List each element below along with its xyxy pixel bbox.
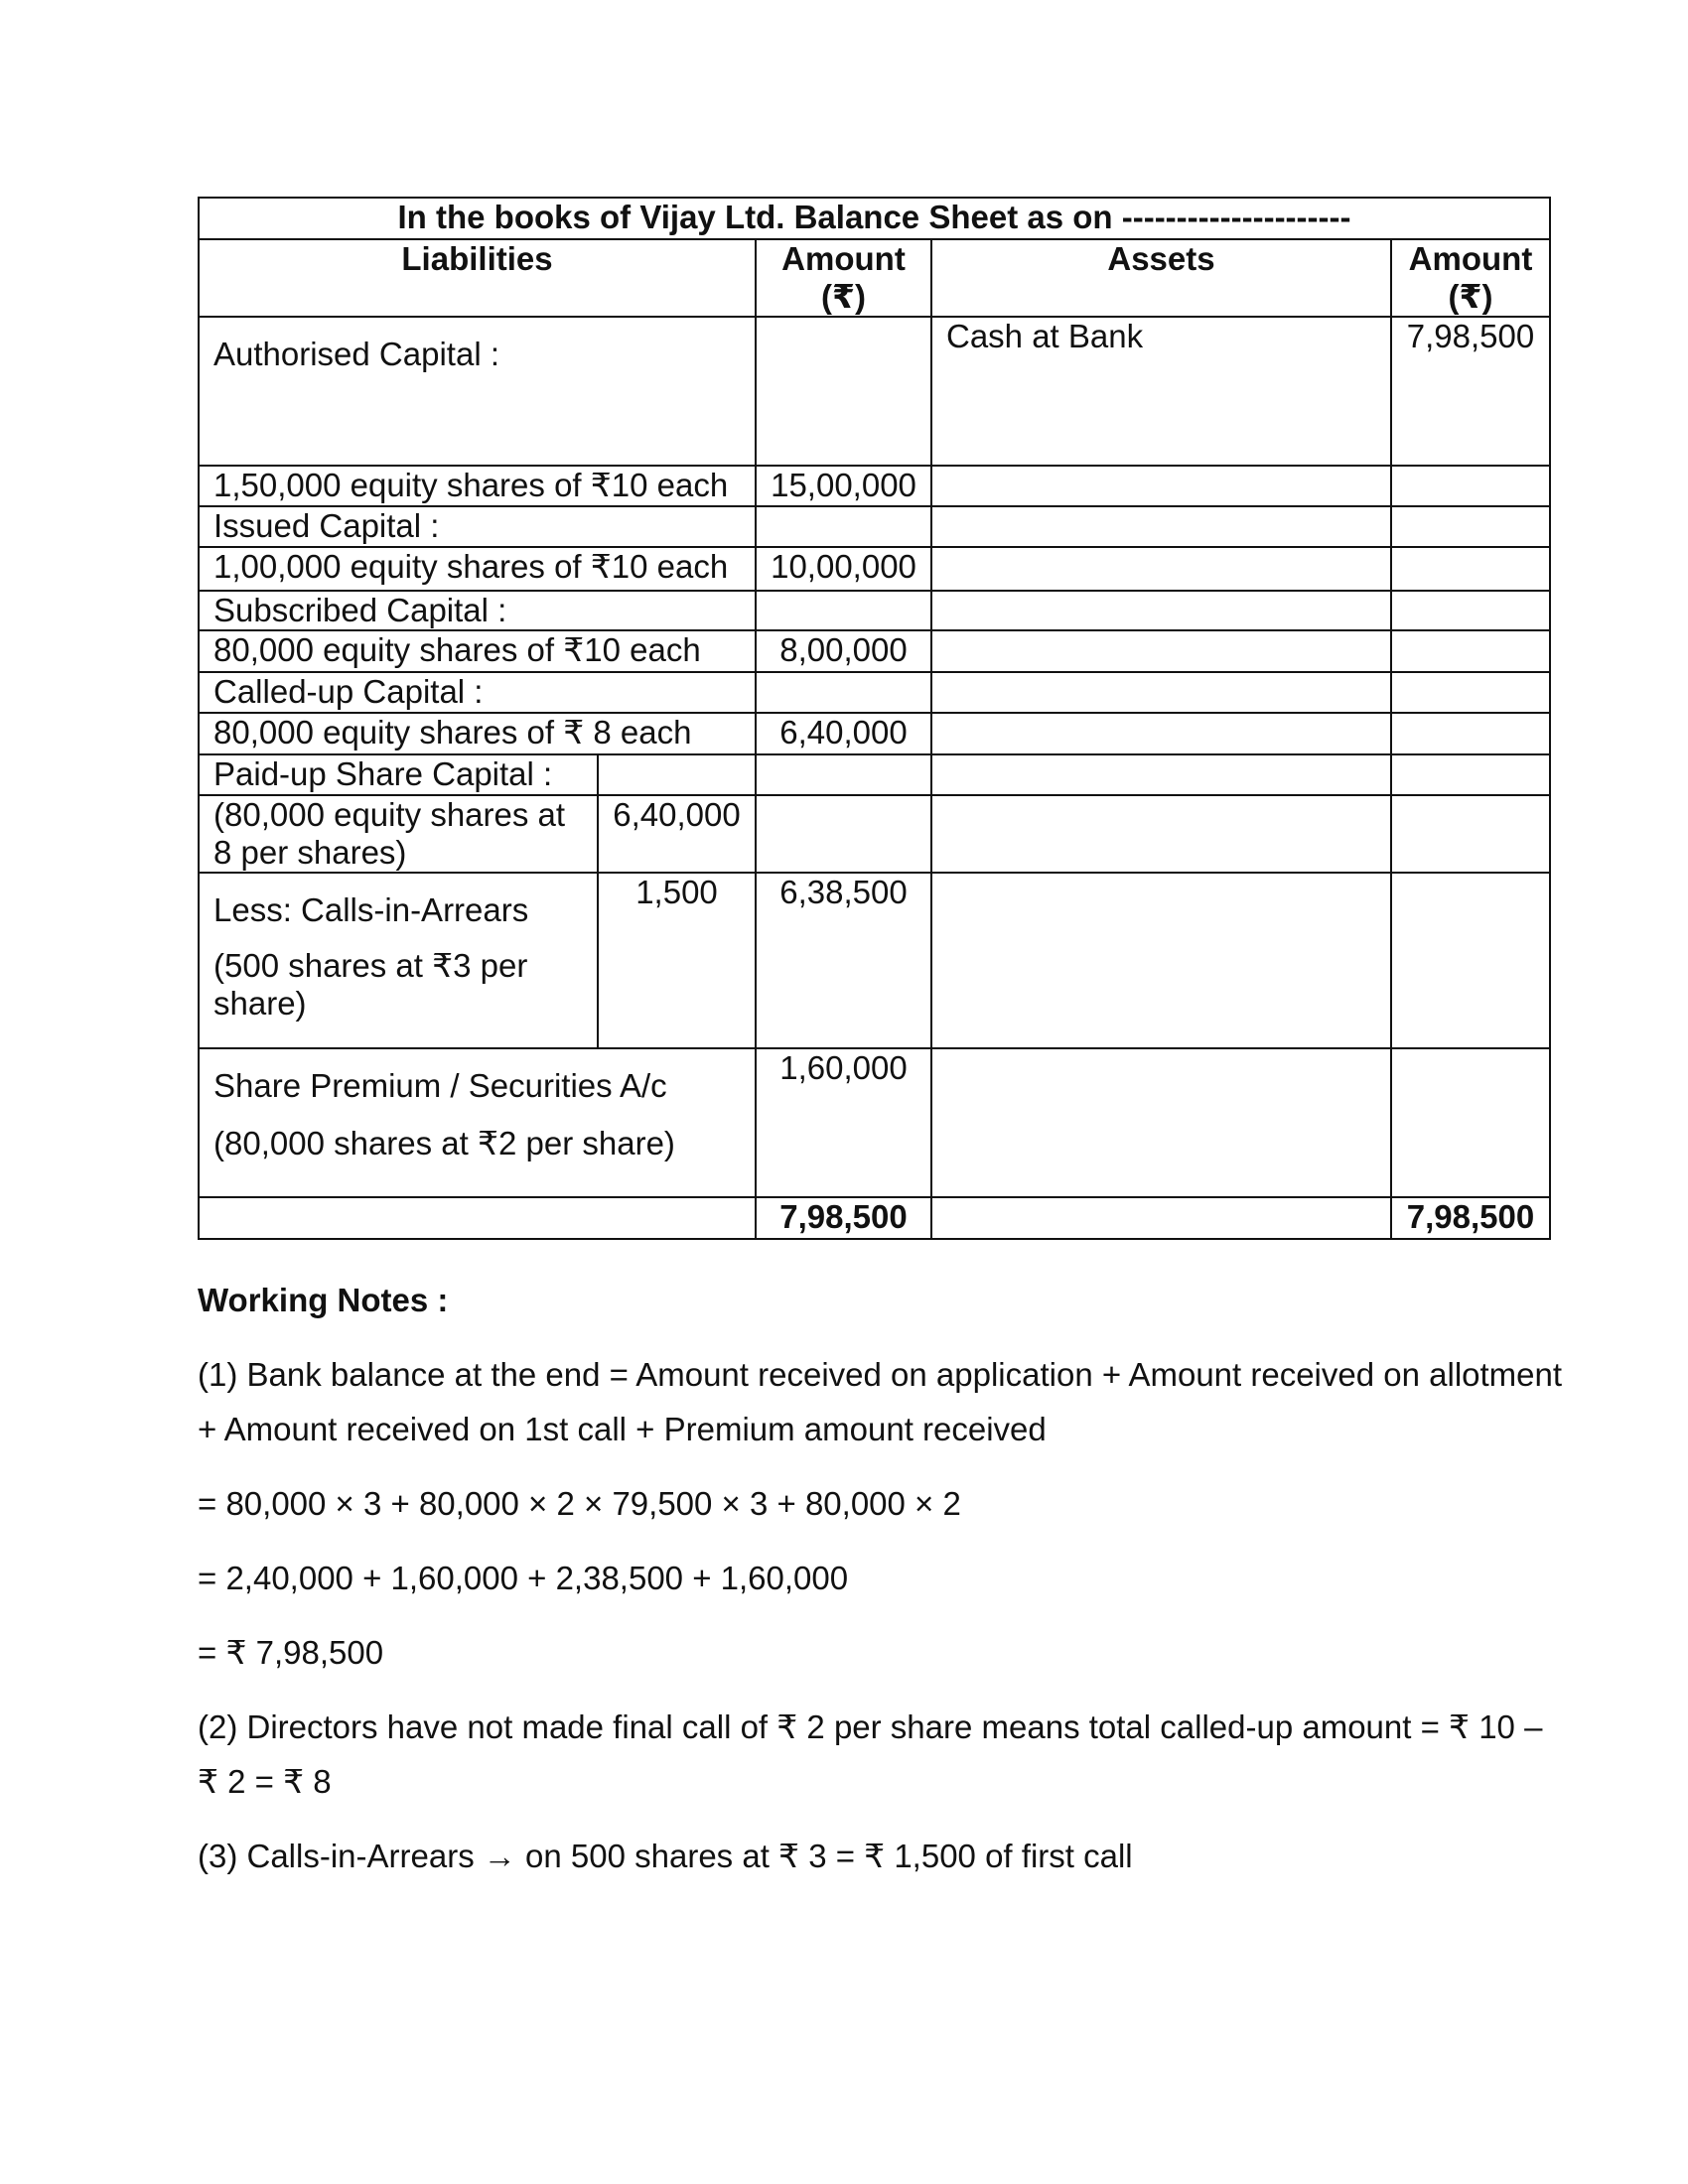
- cash-at-bank-label: Cash at Bank: [931, 317, 1391, 466]
- calls-in-arrears-cell: [199, 873, 598, 1048]
- share-premium-amount: 1,60,000: [756, 1048, 931, 1197]
- assets-header: Assets: [931, 239, 1391, 317]
- total-assets: 7,98,500: [1391, 1197, 1550, 1239]
- share-premium-detail: (80,000 shares at ₹2 per share): [213, 1125, 675, 1161]
- net-paidup-amount: 6,38,500: [756, 873, 931, 1048]
- calledup-capital-label: Called-up Capital :: [199, 672, 756, 713]
- authorised-shares: 1,50,000 equity shares of ₹10 each: [199, 466, 756, 506]
- calledup-amount: 6,40,000: [756, 713, 931, 754]
- empty-cell: [756, 317, 931, 466]
- paidup-shares: (80,000 equity shares at 8 per shares): [199, 795, 598, 873]
- cash-at-bank-amount: 7,98,500: [1391, 317, 1550, 466]
- calls-in-arrears-label: Less: Calls-in-Arrears: [213, 891, 529, 928]
- balance-sheet-title: In the books of Vijay Ltd. Balance Sheet as on ---------------------: [199, 198, 1550, 239]
- calculation-line-3: = ₹ 7,98,500: [198, 1634, 384, 1671]
- total-liabilities: 7,98,500: [756, 1197, 931, 1239]
- liabilities-header: Liabilities: [199, 239, 756, 317]
- authorised-capital-label: Authorised Capital :: [199, 317, 756, 466]
- share-premium-cell: [199, 1048, 756, 1197]
- subscribed-amount: 8,00,000: [756, 630, 931, 672]
- working-notes-title: Working Notes :: [198, 1282, 449, 1318]
- authorised-amount: 15,00,000: [756, 466, 931, 506]
- note-3: (3) Calls-in-Arrears → on 500 shares at ₹ 3 = ₹ 1,500 of first call: [198, 1838, 1133, 1874]
- issued-capital-label: Issued Capital :: [199, 506, 756, 547]
- balance-sheet-table: [198, 197, 1551, 1240]
- subscribed-capital-label: Subscribed Capital :: [199, 591, 756, 630]
- working-notes: [198, 1273, 1568, 1903]
- note-1: (1) Bank balance at the end = Amount received on application + Amount received on allotment + Amount received on 1st call + Premium amount received: [198, 1356, 1563, 1447]
- amount-header-liabilities: Amount (₹): [756, 239, 931, 317]
- issued-amount: 10,00,000: [756, 547, 931, 591]
- note-2: (2) Directors have not made final call of ₹ 2 per share means total called-up amount = ₹ 10 – ₹ 2 = ₹ 8: [198, 1708, 1543, 1800]
- share-premium-label: Share Premium / Securities A/c: [213, 1067, 667, 1104]
- calls-in-arrears-detail: (500 shares at ₹3 per share): [213, 947, 528, 1022]
- calculation-line-2: = 2,40,000 + 1,60,000 + 2,38,500 + 1,60,000: [198, 1560, 849, 1596]
- paidup-capital-label: Paid-up Share Capital :: [199, 754, 598, 795]
- issued-shares: 1,00,000 equity shares of ₹10 each: [199, 547, 756, 591]
- calledup-shares: 80,000 equity shares of ₹ 8 each: [199, 713, 756, 754]
- calls-in-arrears-amount: 1,500: [598, 873, 756, 1048]
- calculation-line-1: = 80,000 × 3 + 80,000 × 2 × 79,500 × 3 + 80,000 × 2: [198, 1485, 961, 1522]
- subscribed-shares: 80,000 equity shares of ₹10 each: [199, 630, 756, 672]
- amount-header-assets: Amount (₹): [1391, 239, 1550, 317]
- paidup-inner-amount: 6,40,000: [598, 795, 756, 873]
